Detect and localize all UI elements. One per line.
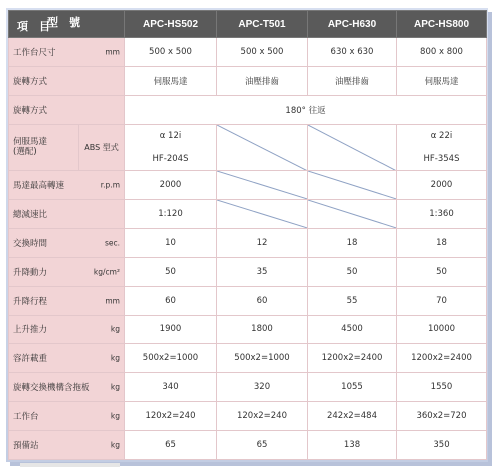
table-cell: 2000 (397, 171, 487, 200)
table-row (9, 171, 487, 200)
table-cell: 70 (397, 286, 487, 315)
table-cell: 1200x2=2400 (308, 344, 397, 373)
row-label: 工作台尺寸 mm (9, 38, 125, 67)
model-header: APC-T501 (217, 11, 308, 38)
table-cell: 1055 (308, 373, 397, 402)
table-cell: 伺服馬達 (125, 66, 217, 95)
table-row (9, 38, 487, 67)
table-cell: 50 (308, 257, 397, 286)
row-label: 上升推力 kg (9, 315, 125, 344)
table-cell: 10 (125, 228, 217, 257)
row-sublabel: ABS 型式 (79, 124, 125, 171)
row-label: 旋轉交換機構含拖板 kg (9, 373, 125, 402)
row-label: 旋轉方式 (9, 95, 125, 124)
table-cell: 800 x 800 (397, 38, 487, 67)
table-row (9, 315, 487, 344)
table-row (9, 124, 487, 171)
footnote-bar (20, 463, 120, 467)
table-row (9, 257, 487, 286)
spec-table (8, 10, 487, 460)
row-label: 伺服馬達 (選配) (9, 124, 79, 171)
header-row (9, 11, 487, 38)
table-cell: 500x2=1000 (217, 344, 308, 373)
table-cell: 340 (125, 373, 217, 402)
empty-cell (308, 124, 397, 171)
table-cell: 18 (308, 228, 397, 257)
table-row (9, 228, 487, 257)
table-cell: 500 x 500 (217, 38, 308, 67)
table-row (9, 200, 487, 229)
table-cell: 500x2=1000 (125, 344, 217, 373)
table-cell: 35 (217, 257, 308, 286)
table-cell: α 22i HF-354S (397, 124, 487, 171)
table-cell: 60 (217, 286, 308, 315)
table-cell: 2000 (125, 171, 217, 200)
row-label: 預備站 kg (9, 430, 125, 459)
table-cell: 320 (217, 373, 308, 402)
corner-model-label: 型 號 (46, 17, 84, 29)
table-row (9, 286, 487, 315)
model-header: APC-HS800 (397, 11, 487, 38)
row-label: 升降行程 mm (9, 286, 125, 315)
table-row (9, 344, 487, 373)
table-cell: 350 (397, 430, 487, 459)
table-row (9, 66, 487, 95)
table-row (9, 95, 487, 124)
table-row (9, 402, 487, 431)
empty-cell (217, 171, 308, 200)
table-cell: 55 (308, 286, 397, 315)
empty-cell (217, 200, 308, 229)
table-cell: α 12i HF-204S (125, 124, 217, 171)
table-cell: 65 (217, 430, 308, 459)
empty-cell (308, 171, 397, 200)
table-cell: 60 (125, 286, 217, 315)
empty-cell (217, 124, 308, 171)
model-header: APC-H630 (308, 11, 397, 38)
table-cell: 1200x2=2400 (397, 344, 487, 373)
spec-table-frame (6, 8, 488, 462)
table-cell: 50 (397, 257, 487, 286)
table-cell: 65 (125, 430, 217, 459)
table-cell: 50 (125, 257, 217, 286)
row-label: 工作台 kg (9, 402, 125, 431)
table-cell-merged: 180° 往返 (125, 95, 487, 124)
table-cell: 油壓排齒 (308, 66, 397, 95)
table-cell: 500 x 500 (125, 38, 217, 67)
table-cell: 18 (397, 228, 487, 257)
row-label: 旋轉方式 (9, 66, 125, 95)
corner-cell (9, 11, 125, 38)
table-cell: 1:120 (125, 200, 217, 229)
table-cell: 120x2=240 (217, 402, 308, 431)
row-label: 總減速比 (9, 200, 125, 229)
row-label: 交換時間 sec. (9, 228, 125, 257)
table-cell: 138 (308, 430, 397, 459)
table-cell: 242x2=484 (308, 402, 397, 431)
table-cell: 360x2=720 (397, 402, 487, 431)
table-cell: 12 (217, 228, 308, 257)
table-cell: 10000 (397, 315, 487, 344)
table-cell: 伺服馬達 (397, 66, 487, 95)
table-row (9, 430, 487, 459)
corner-item-label: 項 目 (17, 21, 55, 33)
empty-cell (308, 200, 397, 229)
row-label: 升降動力 kg/cm² (9, 257, 125, 286)
table-row (9, 373, 487, 402)
table-cell: 4500 (308, 315, 397, 344)
table-cell: 1900 (125, 315, 217, 344)
row-label: 馬達最高轉速 r.p.m (9, 171, 125, 200)
table-cell: 1550 (397, 373, 487, 402)
table-cell: 油壓排齒 (217, 66, 308, 95)
table-cell: 630 x 630 (308, 38, 397, 67)
table-cell: 1:360 (397, 200, 487, 229)
table-cell: 120x2=240 (125, 402, 217, 431)
row-label: 容許載重 kg (9, 344, 125, 373)
model-header: APC-HS502 (125, 11, 217, 38)
table-cell: 1800 (217, 315, 308, 344)
